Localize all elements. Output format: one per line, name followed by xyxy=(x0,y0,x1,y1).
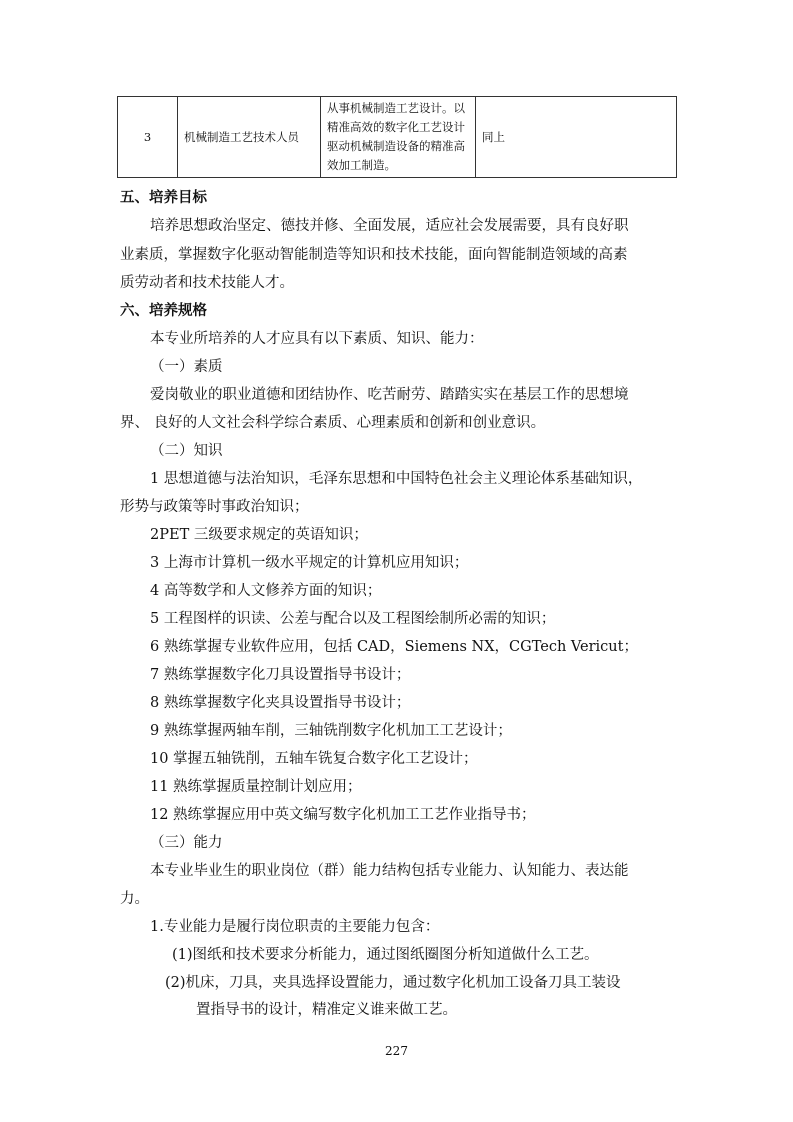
paragraph-line: (2)机床，刀具，夹具选择设置能力，通过数字化机加工设备刀具工装设 xyxy=(165,975,621,991)
paragraph-line: 本专业毕业生的职业岗位（群）能力结构包括专业能力、认知能力、表达能 xyxy=(150,863,629,879)
section-heading-goals: 五、培养目标 xyxy=(120,190,207,206)
list-item: 5 工程图样的识读、公差与配合以及工程图绘制所必需的知识； xyxy=(150,611,556,627)
job-table xyxy=(117,96,677,178)
paragraph-line: 1.专业能力是履行岗位职责的主要能力包含： xyxy=(150,919,440,935)
table-row xyxy=(118,97,677,178)
row-number: 3 xyxy=(118,97,178,178)
subheading-knowledge: （二）知识 xyxy=(150,443,223,459)
list-item: 11 熟练掌握质量控制计划应用； xyxy=(150,779,362,795)
job-title: 机械制造工艺技术人员 xyxy=(178,97,321,178)
paragraph-line: 质劳动者和技术技能人才。 xyxy=(120,275,294,291)
job-requirement: 同上 xyxy=(476,97,677,178)
paragraph-line: (1)图纸和技术要求分析能力，通过图纸圈图分析知道做什么工艺。 xyxy=(172,947,599,963)
paragraph-line: 爱岗敬业的职业道德和团结协作、吃苦耐劳、踏踏实实在基层工作的思想境 xyxy=(150,387,629,403)
paragraph-line: 界、 良好的人文社会科学综合素质、心理素质和创新和创业意识。 xyxy=(120,415,546,431)
list-item: 9 熟练掌握两轴车削，三轴铣削数字化机加工工艺设计； xyxy=(150,723,512,739)
paragraph-line: 力。 xyxy=(120,891,149,907)
paragraph-line: 本专业所培养的人才应具有以下素质、知识、能力： xyxy=(150,331,484,347)
description-line: 驱动机械制造设备的精准高 xyxy=(327,139,465,153)
list-item: 7 熟练掌握数字化刀具设置指导书设计； xyxy=(150,667,411,683)
list-item: 1 思想道德与法治知识，毛泽东思想和中国特色社会主义理论体系基础知识， xyxy=(150,471,643,487)
paragraph-line: 业素质，掌握数字化驱动智能制造等知识和技术技能，面向智能制造领域的高素 xyxy=(120,247,628,263)
section-heading-specs: 六、培养规格 xyxy=(120,303,207,319)
list-item: 2PET 三级要求规定的英语知识； xyxy=(150,527,368,543)
list-item: 4 高等数学和人文修养方面的知识； xyxy=(150,583,382,599)
paragraph-line: 置指导书的设计，精准定义谁来做工艺。 xyxy=(196,1002,457,1018)
description-line: 效加工制造。 xyxy=(327,158,396,172)
list-item: 形势与政策等时事政治知识； xyxy=(120,499,309,515)
page-number: 227 xyxy=(385,1044,408,1058)
subheading-ability: （三）能力 xyxy=(150,835,223,851)
list-item: 10 掌握五轴铣削，五轴车铣复合数字化工艺设计； xyxy=(150,751,478,767)
list-item: 8 熟练掌握数字化夹具设置指导书设计； xyxy=(150,695,411,711)
job-description xyxy=(321,97,476,178)
paragraph-line: 培养思想政治坚定、德技并修、全面发展，适应社会发展需要，具有良好职 xyxy=(150,218,629,234)
description-line: 精准高效的数字化工艺设计 xyxy=(327,120,465,134)
list-item: 12 熟练掌握应用中英文编写数字化机加工工艺作业指导书； xyxy=(150,807,536,823)
subheading-quality: （一）素质 xyxy=(150,359,223,375)
list-item: 3 上海市计算机一级水平规定的计算机应用知识； xyxy=(150,555,469,571)
description-line: 从事机械制造工艺设计。以 xyxy=(327,101,465,115)
list-item: 6 熟练掌握专业软件应用，包括 CAD，Siemens NX，CGTech Vericut； xyxy=(150,639,638,655)
